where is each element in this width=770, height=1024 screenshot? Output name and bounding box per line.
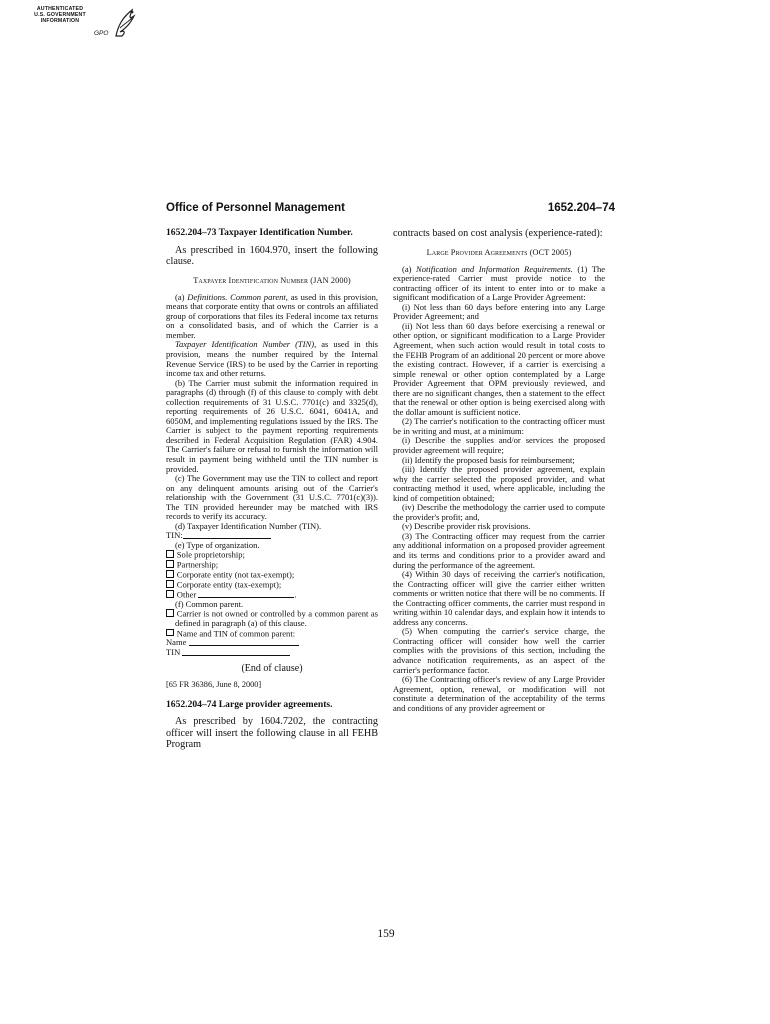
logo-gpo: GPO	[94, 30, 109, 37]
eagle-icon	[112, 6, 138, 40]
paragraph-c: (c) The Government may use the TIN to collect and report on any delinquent amounts arising out of the Carrier's relationship with the Government (31 U.S.C. 7701(c)(3)). The TIN provided hereunder may be matched with IRS records to verify its accuracy.	[166, 473, 378, 522]
parent-name-field: Name	[166, 638, 378, 648]
section-heading-1652-204-74: 1652.204–74 Large provider agreements.	[166, 698, 333, 710]
section-heading-1652-204-73: 1652.204–73 Taxpayer Identification Number.	[166, 227, 353, 238]
term-common-parent: Definitions. Common parent,	[187, 291, 288, 302]
right-column	[393, 228, 605, 713]
org-type-corporate-not-exempt: Corporate entity (not tax-exempt);	[166, 570, 378, 580]
paragraph-a-tin-definition: Taxpayer Identification Number (TIN), as used in this provision, means the number required by the Internal Revenue Service (IRS) to be used by the Carrier in reporting income tax and other returns.	[166, 339, 378, 379]
paragraph-a-2: (2) The carrier's notification to the contracting officer must be in writing and must, at a minimum:	[393, 416, 605, 436]
parent-option-not-owned: Carrier is not owned or controlled by a common parent as defined in paragraph (a) of this clause.	[166, 609, 378, 628]
paragraph-a-2-iii: (iii) Identify the proposed provider agreement, explain why the carrier selected the proposed provider, and what contracting method it used, where applicable, including the kind of competition obtained;	[393, 464, 605, 503]
checkbox-icon	[166, 580, 174, 588]
paragraph-e: (e) Type of organization.	[175, 539, 260, 550]
logo-line-3: INFORMATION	[40, 18, 80, 24]
gpo-authentication-logo	[20, 6, 150, 46]
tin-field: TIN:	[166, 531, 378, 541]
paragraph-a-3: (3) The Contracting officer may request from the carrier any additional information on a proposed provider agreement and its terms and conditions prior to a provider award and during the performance of the agreement.	[393, 530, 605, 570]
paragraph-b: (b) The Carrier must submit the information required in paragraphs (d) through (f) of this clause to comply with debt collection requirements of 31 U.S.C. 7701(c) and 3325(d), reporting requirements of 26 U.S.C. 6041, 6041A, and 6050M, and implementing regulations issued by the IRS. The Carrier is subject to the payment reporting requirements described in Federal Acquisition Regulation (FAR) 4.904. The Carrier's failure or refusal to furnish the information will result in payment being withheld until the TIN number is provided.	[166, 377, 378, 474]
checkbox-icon	[166, 609, 174, 617]
term-notification-requirements: Notification and Information Requirements.	[416, 263, 573, 274]
paragraph-d: (d) Taxpayer Identification Number (TIN).	[175, 520, 322, 531]
paragraph-a-5: (5) When computing the carrier's service charge, the Contracting officer will consider how well the carrier complies with the provisions of this section, including the advance notification requirements, as an aspect of the carrier's performance factor.	[393, 626, 605, 675]
paragraph-f: (f) Common parent.	[175, 598, 244, 609]
logo-text	[20, 6, 100, 24]
checkbox-icon	[166, 570, 174, 578]
paragraph-a-2-v: (v) Describe provider risk provisions.	[402, 521, 531, 532]
page-number: 159	[377, 928, 395, 940]
header-section-number: 1652.204–74	[547, 202, 615, 214]
section-lead-text: As prescribed in 1604.970, insert the following clause.	[166, 244, 378, 268]
section-74-lead-text: As prescribed by 1604.7202, the contracting officer will insert the following clause in all FEHB Program	[166, 716, 378, 751]
paragraph-a: (a) Notification and Information Requirements. (1) The experience-rated Carrier must provide notice to the contracting officer of its intent to enter into or to make a significant modification of a Large Provider Agreement:	[393, 263, 606, 303]
checkbox-icon	[166, 590, 174, 598]
name-blank	[189, 638, 299, 646]
parent-tin-field: TIN	[166, 648, 378, 658]
org-type-other: Other .	[166, 590, 378, 600]
header-agency: Office of Personnel Management	[166, 202, 345, 214]
checkbox-icon	[166, 550, 174, 558]
org-type-corporate-exempt: Corporate entity (tax-exempt);	[166, 580, 378, 590]
parent-option-name-tin: Name and TIN of common parent:	[166, 629, 378, 639]
clause-title-tin: Taxpayer Identification Number (JAN 2000)	[193, 275, 351, 285]
running-head	[166, 202, 615, 220]
paragraph-a-2-iv: (iv) Describe the methodology the carrier used to compute the provider's profit; and,	[393, 502, 605, 522]
paragraph-a-1-ii: (ii) Not less than 60 days before exercising a renewal or other option, or significant modification to a Large Provider Agreement, when such action would result in total costs to the FEHB Program of an additional 20 percent or more above the existing contract. However, if a carrier is exercising a simple renewal or other option contemplated by a Large Provider Agreement that OPM previously reviewed, and there are no significant changes, then a statement to the effect that the renewal or other option is being exercised along with the dollar amount is sufficient notice.	[393, 320, 605, 417]
logo-line-2: U.S. GOVERNMENT	[34, 12, 86, 18]
tin-blank	[183, 531, 271, 539]
logo-line-1: AUTHENTICATED	[36, 6, 84, 12]
federal-register-citation: [65 FR 36386, June 8, 2000]	[166, 680, 262, 690]
org-type-partnership: Partnership;	[166, 560, 378, 570]
paragraph-a-6: (6) The Contracting officer's review of any Large Provider Agreement, option, renewal, or modification will not constitute a determination of the acceptability of the terms and conditions of any provider agreement or	[393, 674, 605, 713]
paragraph-a-2-ii: (ii) Identify the proposed basis for reimbursement;	[402, 454, 575, 465]
checkbox-icon	[166, 629, 174, 637]
parent-tin-blank	[182, 648, 290, 656]
end-of-clause: (End of clause)	[241, 662, 303, 674]
checkbox-icon	[166, 560, 174, 568]
paragraph-a: (a) Definitions. Common parent, as used in this provision, means that corporate entity that owns or controls an affiliated group of corporations that files its Federal income tax returns on a consolidated basis, and of which the Carrier is a member.	[166, 291, 378, 340]
other-blank	[198, 590, 294, 598]
org-type-sole-proprietorship: Sole proprietorship;	[166, 550, 378, 560]
section-74-lead-continued: contracts based on cost analysis (experience-rated):	[393, 228, 603, 239]
term-tin: Taxpayer Identification Number (TIN),	[175, 339, 317, 350]
left-column	[166, 228, 378, 751]
clause-title-large-provider: Large Provider Agreements (OCT 2005)	[426, 247, 572, 257]
paragraph-a-1-i: (i) Not less than 60 days before entering into any Large Provider Agreement; and	[393, 301, 605, 322]
paragraph-a-4: (4) Within 30 days of receiving the carrier's notification, the Contracting officer will give the carrier either written comments or written notice that there will be no comments. If the Contracting officer comments, the carrier must respond in writing within 10 calendar days, and explain how it intends to address any concerns.	[393, 569, 605, 627]
paragraph-a-2-i: (i) Describe the supplies and/or services the proposed provider agreement will require;	[393, 435, 605, 455]
